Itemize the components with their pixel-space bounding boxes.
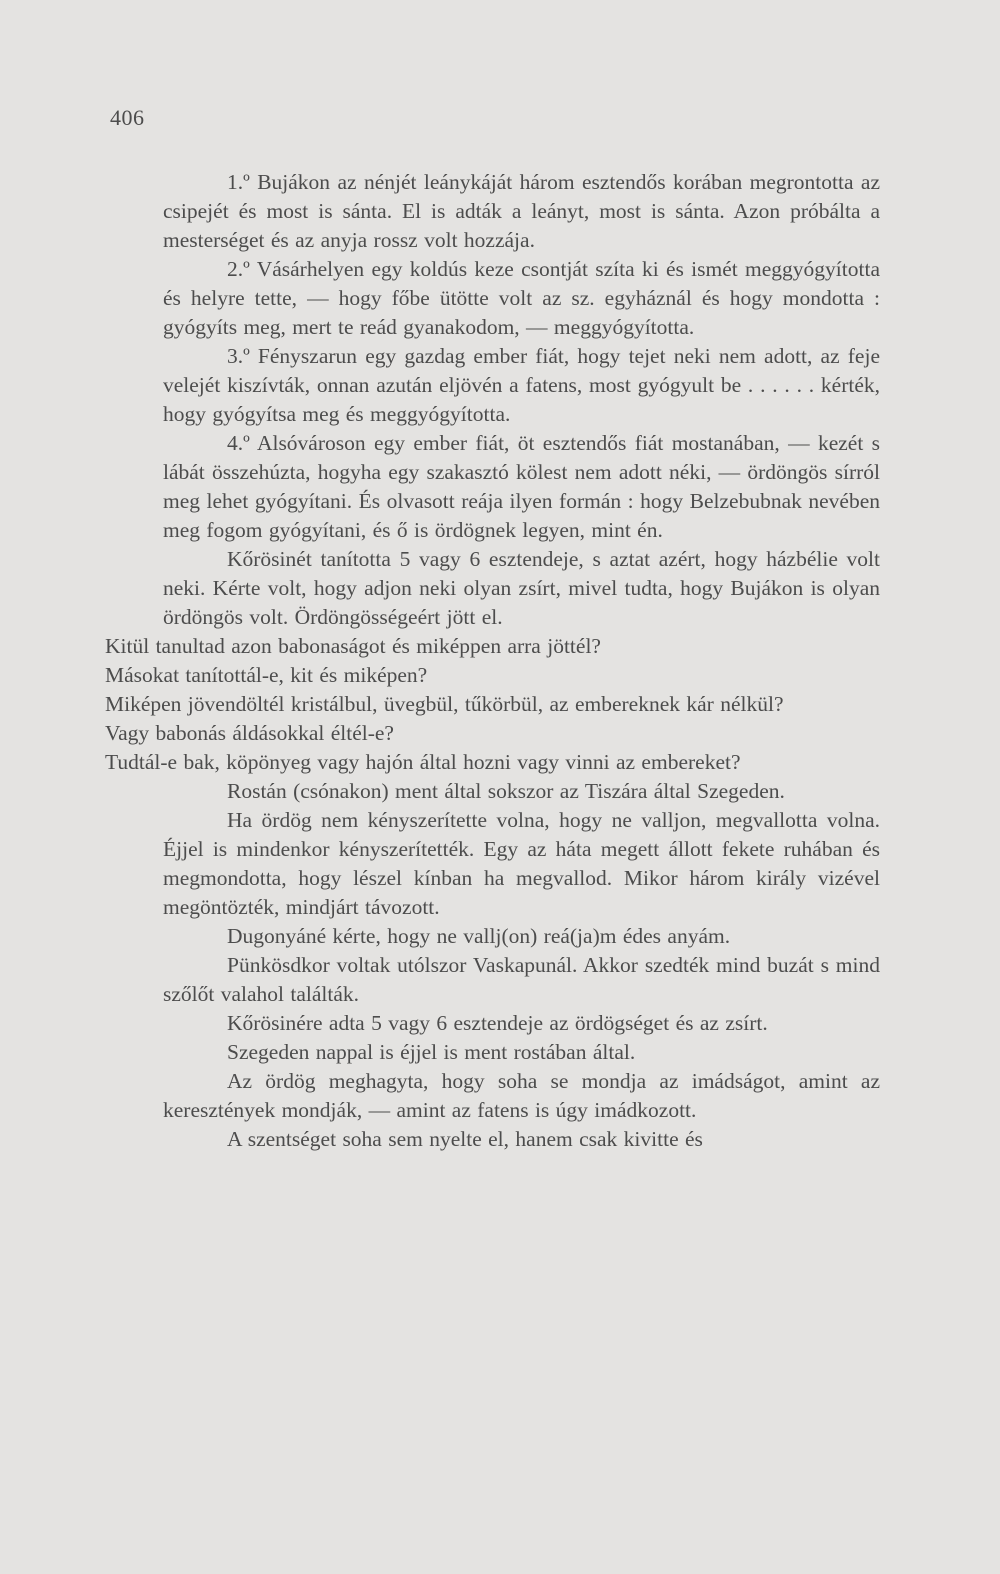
paragraph: Kőrösinére adta 5 vagy 6 esztendeje az ördögséget és az zsírt. [227, 1011, 768, 1035]
paragraph: Dugonyáné kérte, hogy ne vallj(on) reá(ja)m édes anyám. [227, 924, 731, 948]
paragraph: 1.º Bujákon az nénjét leánykáját három esztendős korában megrontotta az csipejét és most is sánta. El is adták a leányt, most is sánta. Azon próbálta a mesterséget és az anyja rossz volt hozzája. [163, 170, 880, 252]
paragraph: Szegeden nappal is éjjel is ment rostában által. [227, 1040, 636, 1064]
document-body [105, 168, 880, 1154]
paragraph: A szentséget soha sem nyelte el, hanem csak kivitte és [227, 1127, 703, 1151]
paragraph: 4.º Alsóvároson egy ember fiát, öt esztendős fiát mostanában, — kezét s lábát összehúzta, hogyha egy szakasztó kölest nem adott néki, — ördöngös sírról meg lehet gyógyítani. És olvasott reája ilyen formán : hogy Belzebubnak nevében meg fogom gyógyítani, és ő is ördögnek legyen, mint én. [163, 431, 880, 542]
paragraph: 3.º Fényszarun egy gazdag ember fiát, hogy tejet neki nem adott, az feje velejét kiszívták, onnan azután eljövén a fatens, most gyógyult be . . . . . . kérték, hogy gyógyítsa meg és meggyógyította. [163, 344, 880, 426]
paragraph: Rostán (csónakon) ment által sokszor az Tiszára által Szegeden. [227, 779, 785, 803]
paragraph: Az ördög meghagyta, hogy soha se mondja az imádságot, amint az keresztények mondják, — amint az fatens is úgy imádkozott. [163, 1069, 880, 1122]
question-line: Tudtál-e bak, köpönyeg vagy hajón által hozni vagy vinni az embereket? [105, 750, 741, 774]
page-number: 406 [110, 105, 145, 130]
question-line: Másokat tanítottál-e, kit és miképen? [105, 663, 428, 687]
question-line: Kitül tanultad azon babonaságot és miképpen arra jöttél? [105, 634, 601, 658]
question-line: Miképen jövendöltél kristálbul, üvegbül, tűkörbül, az embereknek kár nélkül? [105, 692, 784, 716]
question-line: Vagy babonás áldásokkal éltél-e? [105, 721, 394, 745]
paragraph: Kőrösinét tanította 5 vagy 6 esztendeje, s aztat azért, hogy házbélie volt neki. Kérte volt, hogy adjon neki olyan zsírt, mivel tudta, hogy Bujákon is olyan ördöngös volt. Ördöngösségeért jött el. [163, 547, 880, 629]
paragraph: Pünkösdkor voltak utólszor Vaskapunál. Akkor szedték mind buzát s mind szőlőt valahol találták. [163, 953, 880, 1006]
paragraph: 2.º Vásárhelyen egy koldús keze csontját szíta ki és ismét meggyógyította és helyre tette, — hogy főbe ütötte volt az sz. egyháznál és hogy mondotta : gyógyíts meg, mert te reád gyanakodom, — meggyógyította. [163, 257, 880, 339]
paragraph: Ha ördög nem kényszerítette volna, hogy ne valljon, megvallotta volna. Éjjel is mindenkor kényszerítették. Egy az háta megett állott fekete ruhában és megmondotta, hogy lészel kínban ha megvallod. Mikor három király vizével megöntözték, mindjárt távozott. [163, 808, 880, 919]
